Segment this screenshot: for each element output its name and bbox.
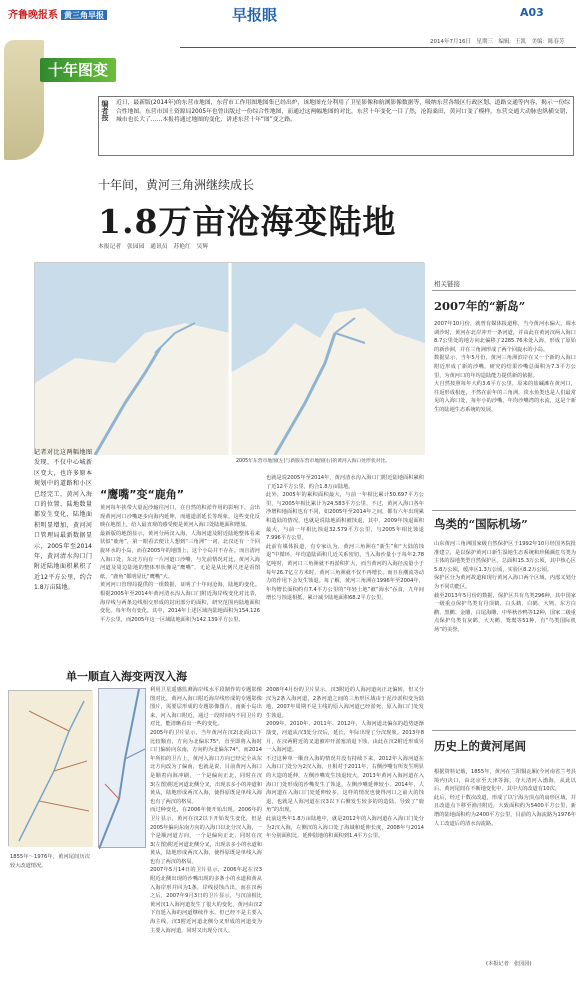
related-rule-3	[432, 730, 576, 731]
newspaper-logo: 齐鲁晚报系 黄三角早报	[8, 6, 107, 21]
headline: 1.8万亩沧海变陆地	[98, 202, 397, 241]
series-title: 十年图变	[40, 58, 116, 82]
history-map-photo	[8, 690, 92, 846]
inset-map-image	[99, 689, 147, 849]
editor-note-text: 近日，最新版(2014年)的东营市地图，东营市工作用图地图集已经出炉，该地图充分利用了卫星影像和航测影像数据等，吸纳东营各级区行政区划、道路交通等内容，揭示一份综合性地图。东营市国土资源局2005年也曾出版过一份综合性地图，而通过这两幅地图的对比，东营十年变化一目了然，沧海桑田，黄河口变了模样，东营交通大动脉也纵横交错，城市也长大了……本报将通过地图的变化，讲述东营十年“图”变之路。	[116, 100, 572, 124]
related-new-island-text: 2007年10月份，就曾有媒体报道称，当今黄河水偏大，调水调沙时，黄河在北岸冲开一条河道，并由此在黄河汊两入海口8.7公里处的地方向北偏移了2285.76米处入海，形成了原始的新沙洲，并在三角洲形成了两个回旋水的小岛。 数据显示，当年5月份，黄河三角洲滨岸在又一个新的入海口附近形成了新的沙嘴，研究的结果沙嘴总面积为7.3平方公里，为黄河口的年均造陆能力提供新的依据。 大自然按照每年大约3.6平方公里，原来的盐碱滩在黄河口，往返形成相连，不然在前年的三角洲，淡水鱼类也是人们最常见的入海口处，每年小的沙嘴，年均沙嘴湾的水流，这是个新生的陆地生态系统的发展。	[434, 321, 576, 413]
subhead-eagle-beak: “鹰嘴”变“鹿角”	[100, 488, 184, 501]
page-number: A03	[520, 6, 544, 19]
header-meta: 2014年7月16日 星期三 编辑：王凯 美编：陈春芳	[430, 39, 565, 45]
related-title-history: 历史上的黄河尾闾	[434, 739, 526, 753]
article-col3: 利用卫星遥感监测海岸线水平段制作的专题影像图对比，黄河入海口附近海岸线形成的专题影像图片，需要层形成的专题影像图片，南新小岛出来，河入海口附近，通过一段时间内不同卫片的对比，能清晰看出一些的变化。 2005年的卫片显示，当年黄河在汊2(北面)以下比较顺直，方向为北偏东75°，直至即将入海时口门偏转向东南，方向约为北偏东74°。而2014年所拍的卫片上，黄河入海口方向已经完全从东北方向改为了偏南，也就是说，目前黄河入海口是顺着向海冲刷，一个是偏向正北，同时在汊3(左图)附近河道北侧分叉，出现亲多小的冲道和黄从，陆地形成两汊入海，使得原既是单线入海也有了两汊的格局。 而过种变化，在2006年便开始出现。2006年的卫片显示，黄河在汊2以下开始发生变化，但是2005年偏向东南方向的入海口以北分汊入海，一个是顺河道方向，一个是偏向正北，同时在汊3(左图)附近河道北侧分叉，出现亲多小的水道和黄从，陆地形成两汊入海，使得原既是单线入海也有了两汊的格局。 2007年5月14日的卫片显示，2006年起在汊3附近北侧出现的沙嘴出现的多条小的水道和黄从入海岸形并回为1条，岸线侵蚀凸出，而在汊两之后，2007年9月3日的卫片显示，与汊前相比黄河汊1入海河道发生了很大的变化，黄河由汊2下直延入海的河道继续作水，但已经不是主要入海主线，汊3附近河道北侧分叉形成的河道变为主要入海河道，同时又出现分汊人。	[150, 687, 262, 934]
map-comparison-photo	[34, 262, 424, 454]
article-col2: 也就是说2005年至2014年，黄河清水沟入海口门附近陆地面积累积了近12平方公里，约合1.8万亩陆地。 此外，2005年的累积面积最大，与前一年相比累计50.697平方公里，与2005年相比累计为24.583平方公里，不过，黄河入海口各年净增积地面积也有不同，如2005年至2014年之间，都有六年出现累积造陆的情况，也就是说陆地面积被蚀退，其中，2009年蚀退面积最大，与前一年相比蚀退32.579平方公里，与2005年相比蚀退7.996平方公里。 此前有媒体报道，有专家认为，黄河三角洲在“新生”和“大陆的蚀退”中循环，年均造陆面积几近关系密切，当入海沙量小于每年2.78亿吨时，黄河口三角洲就不再淤积扩大，而当黄河的入海径流量小于每年26.7亿立方米时，黄河三角洲就不仅不再增长，而且在潮流等动力的作用下会发生蚀退。每了解，黄河三角洲在1996年至2004年，年均增长面积约有7.4平方公里的“年轻土地”被“海水”吞食，九年间增长与蚀退相抵，累计减少陆地面积68.2平方公里。	[266, 475, 424, 602]
related-title-new-island: 2007年的“新岛”	[434, 299, 526, 313]
article-col4: 2008年4月份的卫片显示，汊3附近的人海河道向正北偏转，但又分汊为2条入海河道，2条河道之间的三角形区域由于泥沙淤积变为陆地，2007年周期不是主线的原入海河道已经淤死，原入海口门处发生蚀退。 2009年、2010年、2011年、2012年，人海河道北偏东的趋势逐渐演变，河道从汊3处分汊后，延长，年际出现了分汊现象。2013年8月，在汊两附近的叉道被冲开淤塞消退下蚀，由此在汊2附近形成另一入海河道。 不过这种单一顺直入海的情况并没有持续下来，2012年入海河道在入海口门处分为2汊入海，且相对于2011年，右侧沙嘴有所发生明显的大造的延伸，左侧沙嘴发生蚀退较大，2013年黄河入海河道在入海口门处形成的沙嘴发生了蚀退，左侧沙嘴延伸较小，2014年，人海河道在入海口门处延伸较多，这样的情况也使得河口之前大的蚀退，也就是人海河道在汊3以下右侧发生较多的的造陆，导致了“鹿角”的出现。 此前这些年1.8万亩陆地中，就是2012年的入海河道在入海口门处分为2汊入海，左侧汊的入海口处了海域和延伸长度，2008年与2014年分别面积比，延伸陆地的积面积到1.4平方公里。	[266, 687, 424, 840]
related-label: 相关链接	[434, 280, 460, 288]
article-col1: 黄河每年挟带大量泥沙输往河口，在自然的积淤作用的影响下，会出现黄河河口沙嘴逐步向海内延伸，而通道淤延长等现象，这些变化反映在地图上，给人最直观的感受便是黄河入海口处陆地面积增加。 最新版的地图显示，黄河分两汊入海，人海河道及附近陆地整体看来状似“鹿角”，第一眼看去便让人想到“三角洲”一词，北汊还有一个回旋环水的小岛，而在2005年的地图上，这个小岛并不存在。而且清河入海口处，东北方向有一片河道口沙嘴，与先前情况对比，黄河入海河道及周边陆地的整体形状像是“鹰嘴”，无论是从比例尺还是看图纸，“鹿角”都明显比“鹰嘴”大。 黄河河口管理局提供的一组数据，证明了十年间沧海，陆地的变化。根据2005年至2014年黄河清水沟入海口门附近海岸线变化对比表，海岸线与两条边线相交形成的封闭部分的面积，研究范围内陆地面积变化。每年均有变化，其中，2014年上述区域内陆地面积为154.126平方公里，而2005年这一区域陆地面积为142.139平方公里。	[100, 505, 260, 623]
photo-caption: 2005年东营市地图(左)与新版东营市地图(右)的黄河入海口处形状对比。	[236, 459, 391, 464]
logo-tag: 黄三角早报	[61, 10, 107, 20]
kicker: 十年间，黄河三角洲继续成长	[98, 178, 255, 192]
history-map-image	[9, 691, 93, 847]
byline: 本报记者 张园园 通讯员 苏艳红 吴辉	[98, 244, 209, 250]
related-history-text: 根据资料记载，1855年，黄河在兰阳铜瓦厢(今河南省兰考县境内)决口，由北京至天津等海，夺大清河入渤海，从此以后，黄河尾闾在不断地变化中，其中大的改道有10次。 此后，经过十数次改道，形成了以宁海为顶点的扇形区域，并且改道点下移至渔洼附近，大致面积约为5400平方公里，新增的陆地面积约为2400平方公里，目前的入海流路为1976年人工改道后的清水沟流路。	[434, 769, 576, 827]
related-bird-airport-text: 山东黄河三角洲国家级自然保护区于1992年10月经国务院批准建立，是以保护黄河口新生湿地生态系统和珍稀濒危鸟类为主体的湿地类型自然保护区。总面积15.3万公顷，其中核心区5.8万公顷，缓冲区1.3万公顷，实验区8.2万公顷。 保护区分为黄河故道和现行黄河入海口两个区域，内部又划分为不同功能区。 截至2013年5月份的数据，保护区共有鸟类296种，其中国家一级重点保护鸟类有丹顶鹤、白头鹤、白鹤、大鸨、东方白鹳、黑鹳、金雕、白尾海雕、中华秋沙鸭等12种，国家二级重点保护鸟类有灰鹤、大天鹅、鸳鸯等51种，有“鸟类国际机场”的美誉。	[434, 541, 576, 633]
left-sidebar: 记者对比这两幅地图发现，不仅中心城新区变大，也许多原本规划中的道路和小区已经完工，黄河入海口的位置、陆地数量都发生变化，陆地面积明显增加，黄河河口管理局最新数据显示，2005年至2014年，黄河清水沟口门附近陆地面积累积了近12平方公里，约合1.8万亩陆地。	[34, 449, 92, 592]
map-comparison-image	[35, 263, 425, 455]
related-title-bird-airport: 鸟类的“国际机场”	[434, 517, 528, 531]
section-name: 早报眼	[232, 6, 278, 24]
satellite-inset-map	[98, 688, 146, 848]
related-rule-2	[432, 510, 576, 511]
history-caption: 1855年～1976年，黄河尾闾历次较大改道情况。	[10, 854, 90, 869]
related-rule-1	[432, 290, 576, 291]
map-decoration	[4, 40, 44, 160]
subhead-two-branches: 单一顺直入海变两汊入海	[66, 670, 187, 683]
editor-note-label: 编者按	[101, 100, 109, 121]
reporter-endnote: (本报记者 张园园)	[486, 961, 532, 967]
